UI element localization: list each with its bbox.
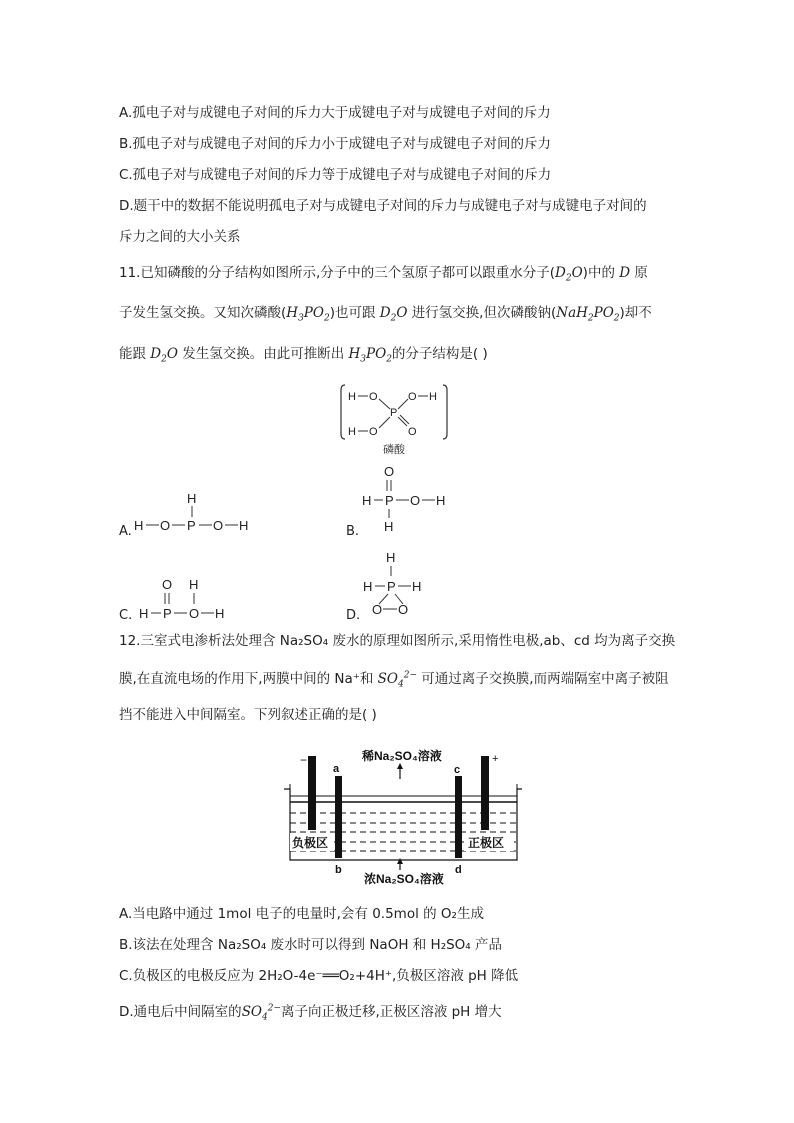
q11-text: )中的 (582, 265, 615, 281)
svg-text:H: H (134, 518, 144, 533)
q12-line2 (119, 670, 669, 688)
svg-text:O: O (408, 391, 417, 403)
svg-text:O: O (408, 426, 417, 438)
q12-line1: 12.三室式电渗析法处理含 Na₂SO₄ 废水的原理如图所示,采用惰性电极,ab、cd 均为离子交换 (119, 633, 676, 649)
svg-text:H: H (348, 426, 356, 438)
formula-sulfate: $SO_4^{2-}$ (241, 1003, 282, 1023)
diagram-top-label: 稀Na₂SO₄溶液 (362, 749, 442, 763)
svg-text:H: H (384, 519, 394, 534)
minus-sign: − (300, 753, 308, 767)
formula-d: D (614, 265, 635, 281)
q12-option-b: B.该法在处理含 Na₂SO₄ 废水时可以得到 NaOH 和 H₂SO₄ 产品 (119, 937, 503, 953)
label-c: c (454, 764, 461, 776)
svg-text:H: H (215, 606, 225, 621)
membrane-cd (455, 776, 462, 858)
q11-text: )也可跟 (329, 305, 376, 321)
svg-text:H: H (362, 493, 372, 508)
svg-text:O: O (384, 464, 395, 479)
formula-d2o: $D_2O$ (555, 265, 583, 284)
q10-option-a: A.孤电子对与成键电子对间的斥力大于成键电子对与成键电子对间的斥力 (119, 105, 551, 121)
svg-text:O: O (162, 577, 173, 592)
svg-text:H: H (348, 391, 356, 403)
negative-electrode (308, 756, 316, 830)
svg-text:O: O (410, 493, 421, 508)
formula-h3po2: $H_3PO_2$ (344, 346, 392, 365)
q12-text: 可通过离子交换膜,而两端隔室中离子被阻 (421, 671, 669, 687)
svg-text:O: O (160, 518, 171, 533)
svg-text:H: H (239, 518, 249, 533)
option-d-structure (360, 546, 440, 618)
q11-text: 进行氢交换,但次磷酸钠( (411, 305, 557, 321)
formula-h3po2: $H_3PO_2$ (286, 305, 330, 324)
q12-text: 膜,在直流电场的作用下,两膜中间的 Na⁺和 (119, 671, 374, 687)
svg-text:P: P (163, 606, 172, 621)
svg-text:O: O (369, 426, 378, 438)
svg-text:H: H (139, 606, 149, 621)
plus-sign: + (492, 753, 499, 765)
svg-text:H: H (412, 579, 422, 594)
q12-text: 离子向正极迁移,正极区溶液 pH 增大 (281, 1004, 502, 1020)
q11-text: 的分子结构是( ) (391, 346, 488, 362)
q11-text: 子发生氢交换。又知次磷酸( (119, 305, 287, 321)
q11-text: 发生氢交换。由此可推断出 (182, 346, 345, 362)
q11-option-d-label: D. (346, 608, 361, 623)
svg-text:P: P (390, 407, 398, 419)
q10-option-c: C.孤电子对与成键电子对间的斥力等于成键电子对与成键电子对间的斥力 (119, 167, 552, 183)
electrodialysis-diagram (282, 744, 522, 889)
svg-text:H: H (429, 391, 437, 403)
option-c-structure (134, 574, 234, 624)
q11-line2 (119, 304, 652, 322)
formula-d2o: $D_2O$ (146, 346, 183, 365)
q11-option-b-label: B. (346, 524, 360, 539)
q11-text: )却不 (619, 305, 652, 321)
q10-option-d-cont: 斥力之间的大小关系 (119, 229, 241, 245)
label-d: d (455, 864, 462, 876)
q11-option-c-label: C. (119, 608, 133, 623)
option-b-structure (358, 462, 458, 534)
figure-caption: 磷酸 (383, 443, 405, 456)
svg-text:H: H (363, 579, 373, 594)
positive-zone-label: 正极区 (468, 836, 505, 850)
svg-text:P: P (387, 579, 396, 594)
q12-option-a: A.当电路中通过 1mol 电子的电量时,会有 0.5mol 的 O₂生成 (119, 906, 484, 922)
label-a: a (333, 763, 340, 775)
label-b: b (335, 864, 342, 876)
formula-nah2po2: $NaH_2PO_2$ (556, 305, 620, 324)
svg-text:H: H (436, 493, 446, 508)
q11-option-a-label: A. (119, 524, 132, 539)
q11-line1 (119, 264, 648, 282)
positive-electrode (481, 756, 489, 830)
svg-text:O: O (189, 606, 200, 621)
svg-text:O: O (372, 602, 383, 617)
q12-text: D.通电后中间隔室的 (119, 1004, 242, 1020)
q10-option-d: D.题干中的数据不能说明孤电子对与成键电子对间的斥力与成键电子对与成键电子对间的 (119, 198, 647, 214)
q12-option-d (119, 1003, 502, 1021)
svg-text:P: P (385, 493, 394, 508)
q11-text: 能跟 (119, 346, 146, 362)
svg-text:O: O (213, 518, 224, 533)
svg-text:H: H (189, 577, 199, 592)
svg-text:O: O (369, 391, 378, 403)
membrane-ab (335, 776, 342, 858)
svg-text:H: H (187, 491, 197, 506)
q12-option-c: C.负极区的电极反应为 2H₂O-4e⁻══O₂+4H⁺,负极区溶液 pH 降低 (119, 968, 519, 984)
svg-text:O: O (398, 602, 409, 617)
formula-sulfate: $SO_4^{2-}$ (373, 670, 417, 690)
q11-text: 原 (634, 265, 648, 281)
diagram-bottom-label: 浓Na₂SO₄溶液 (364, 872, 444, 886)
q11-text: 11.已知磷酸的分子结构如图所示,分子中的三个氢原子都可以跟重水分子( (119, 265, 556, 281)
negative-zone-label: 负极区 (292, 836, 329, 850)
q10-option-b: B.孤电子对与成键电子对间的斥力小于成键电子对与成键电子对间的斥力 (119, 136, 552, 152)
formula-d2o: $D_2O$ (375, 305, 412, 324)
q12-line3: 挡不能进入中间隔室。下列叙述正确的是( ) (119, 707, 377, 723)
svg-text:H: H (386, 550, 396, 565)
option-a-structure (132, 488, 252, 538)
svg-text:P: P (187, 518, 196, 533)
q11-line3 (119, 345, 488, 363)
